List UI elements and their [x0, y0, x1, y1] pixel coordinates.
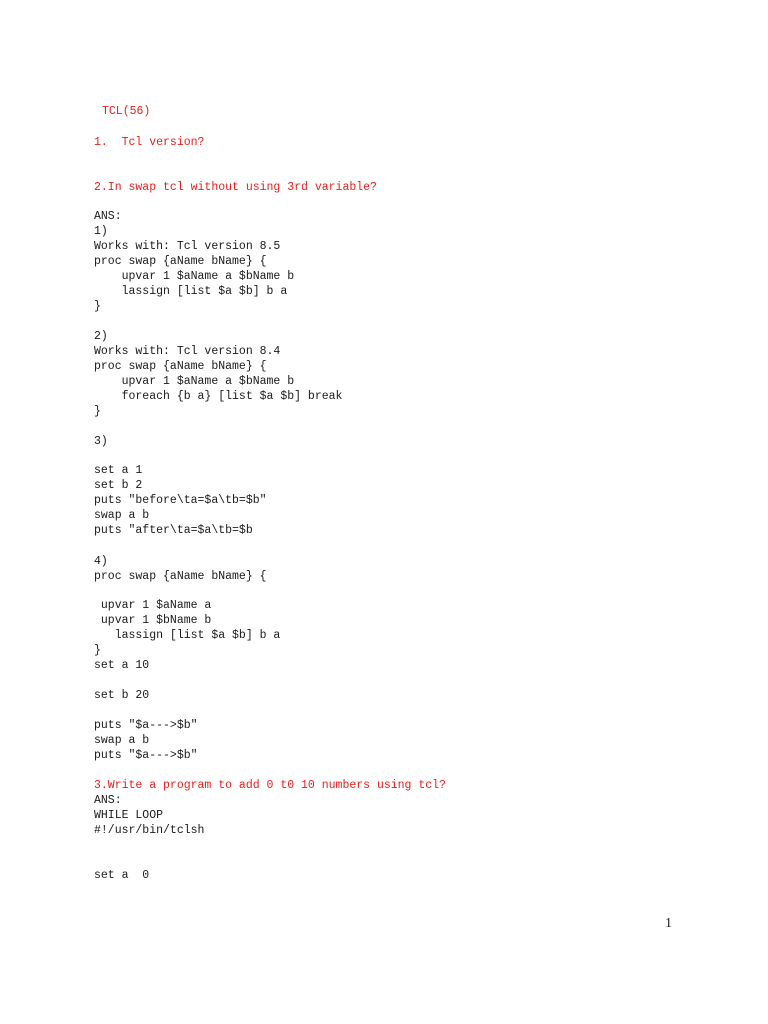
code-line: puts "before\ta=$a\tb=$b": [94, 494, 267, 507]
code-line: }: [94, 644, 101, 657]
code-line: swap a b: [94, 509, 150, 522]
code-line: set b 2: [94, 479, 143, 492]
question-3: 3.Write a program to add 0 t0 10 numbers using tcl?: [94, 779, 446, 792]
code-line: 3): [94, 435, 108, 448]
code-line: swap a b: [94, 734, 150, 747]
code-line: set a 0: [94, 869, 150, 882]
code-line: proc swap {aName bName} {: [94, 570, 267, 583]
code-line: 1): [94, 225, 108, 238]
code-line: Works with: Tcl version 8.5: [94, 240, 281, 253]
code-line: set a 10: [94, 659, 150, 672]
code-line: proc swap {aName bName} {: [94, 360, 267, 373]
code-line: upvar 1 $aName a $bName b: [94, 270, 295, 283]
code-line: 4): [94, 555, 108, 568]
code-line: #!/usr/bin/tclsh: [94, 824, 205, 837]
code-line: puts "$a--->$b": [94, 719, 198, 732]
code-line: puts "$a--->$b": [94, 749, 198, 762]
code-line: puts "after\ta=$a\tb=$b: [94, 524, 253, 537]
code-line: lassign [list $a $b] b a: [94, 285, 288, 298]
doc-title: TCL(56): [102, 105, 151, 118]
code-line: upvar 1 $aName a: [94, 599, 212, 612]
code-line: set b 20: [94, 689, 150, 702]
code-line: 2): [94, 330, 108, 343]
question-1: 1. Tcl version?: [94, 136, 205, 149]
code-line: Works with: Tcl version 8.4: [94, 345, 281, 358]
code-line: WHILE LOOP: [94, 809, 164, 822]
code-line: upvar 1 $aName a $bName b: [94, 375, 295, 388]
code-line: lassign [list $a $b] b a: [94, 629, 281, 642]
code-line: }: [94, 300, 101, 313]
answer-label: ANS:: [94, 210, 122, 223]
code-line: proc swap {aName bName} {: [94, 255, 267, 268]
code-line: upvar 1 $bName b: [94, 614, 212, 627]
question-2: 2.In swap tcl without using 3rd variable?: [94, 181, 377, 194]
answer-label: ANS:: [94, 794, 122, 807]
page-number: 1: [665, 916, 672, 931]
code-line: }: [94, 405, 101, 418]
code-line: foreach {b a} [list $a $b] break: [94, 390, 343, 403]
code-line: set a 1: [94, 464, 143, 477]
